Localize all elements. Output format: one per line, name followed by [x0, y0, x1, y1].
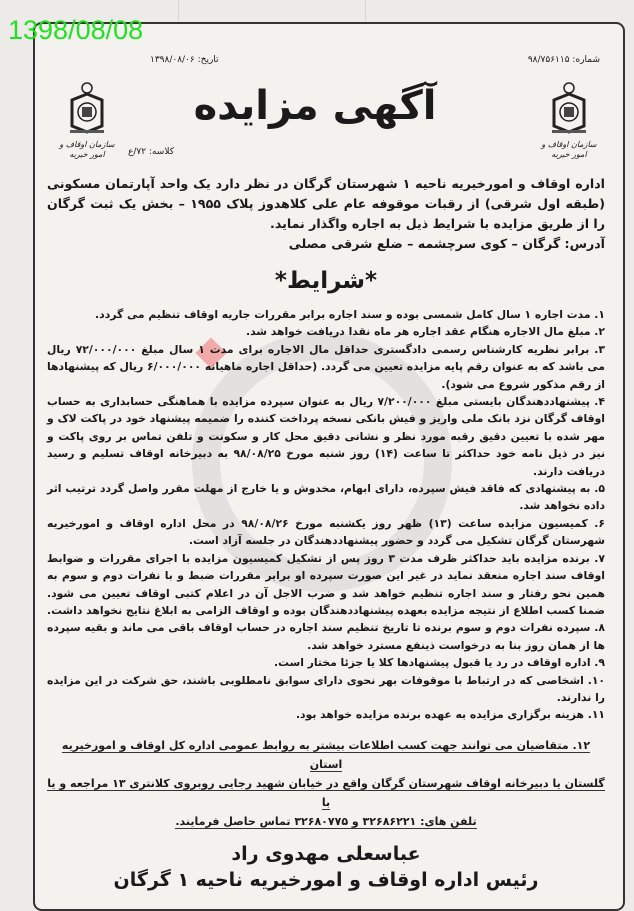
contact-info — [47, 736, 605, 831]
condition-item: ۱. مدت اجاره ۱ سال کامل شمسی بوده و سند اجاره برابر مقررات جاریه اوقاف تنظیم می گردد. — [95, 308, 605, 321]
condition-item: ۳. برابر نظریه کارشناس رسمی دادگستری حداقل مال الاجاره برای مدت ۱ سال مبلغ ۷۲/۰۰۰/۰۰۰ ریال می باشد که به عنوان رقم پایه مزایده تعیین می گردد. (حداقل اجاره ماهیانه ۶/۰۰۰/۰۰۰ ریال که پیشنهادها از رقم مذکور شروع می شود). — [47, 342, 605, 391]
contact-phones: تلفن های: ۳۲۶۸۶۲۲۱ و ۳۲۶۸۰۷۷۵ تماس حاصل فرمایند. — [175, 814, 477, 828]
logo-left — [56, 82, 118, 160]
logo-caption: سازمان اوقاف و امور خیریه — [59, 140, 115, 159]
page-title: آگهی مزایده — [193, 83, 437, 129]
intro-section — [47, 174, 605, 254]
class-number: کلاسه: ۷۲/ع — [128, 147, 174, 157]
date-stamp: 1398/08/08 — [8, 15, 144, 45]
ad-frame — [33, 22, 625, 911]
condition-item: ۱۰. اشخاصی که در ارتباط با موقوفات بهر نحوی دارای سوابق نامطلوبی باشند، حق شرکت در این مزایده را ندارند. — [47, 673, 605, 704]
condition-item: ۲. مبلغ مال الاجاره هنگام عقد اجاره هر ماه نقدا دریافت خواهد شد. — [246, 325, 605, 339]
conditions-list — [47, 306, 605, 724]
signatory-title: رئیس اداره اوقاف و امورخیریه ناحیه ۱ گرگان — [113, 868, 539, 891]
condition-item: ۶. کمیسیون مزایده ساعت (۱۳) ظهر روز یکشنبه مورخ ۹۸/۰۸/۲۶ در محل اداره اوقاف و امورخیریه شهرستان گرگان تشکیل می گردد و حضور پیشنهاددهندگان در جلسه آزاد است. — [47, 516, 605, 548]
condition-item: ۴. پیشنهاددهندگان بایستی مبلغ ۷/۲۰۰/۰۰۰ ریال به عنوان سپرده مزایده با هماهنگی حسابداری به حساب اوقاف گرگان نزد بانک ملی واریز و فیش بانکی نسخه پرداخت کننده را ضمیمه پیشنهاد خود در پاکت لاک و مهر شده با تعیین دقیق رقبه مورد نظر و نشانی دقیق محل کار و سکونت و تلفن تماس بر روی پاکت و نیز در ذیل نامه خود حداکثر تا ساعت (۱۴) روز شنبه مورخ ۹۸/۰۸/۲۵ به دبیرخانه اوقاف تسلیم و رسید دریافت دارند. — [47, 395, 605, 478]
address: آدرس: گرگان – کوی سرچشمه – ضلع شرقی مصلی — [288, 236, 605, 251]
date-label: تاریخ: ۱۳۹۸/۰۸/۰۶ — [150, 55, 219, 65]
condition-item: ۹. اداره اوقاف در رد یا قبول پیشنهادها کلا یا جزئا مختار است. — [274, 656, 605, 670]
signature-block — [47, 841, 605, 893]
condition-item: ۸. سپرده نفرات دوم و سوم برنده تا تاریخ تنظیم سند اجاره در حساب اوقاف باقی می ماند و بقیه سپرده ها از همان روز بنا به درخواست ذینفع مسترد خواهد شد. — [47, 621, 605, 652]
signatory-name: عباسعلی مهدوی راد — [231, 842, 421, 865]
condition-item: ۷. برنده مزایده باید حداکثر ظرف مدت ۳ روز پس از تشکیل کمیسیون مزایده با اجرای مقررات و ضوابط اوقاف سند اجاره منعقد نماید در غیر این صورت سپرده او برابر مقررات ضبط و با نفرات دوم و سوم به همین نحو رفتار و سند اجاره تنظیم خواهد شد و ضرب الاجل آن در اعلام کتبی اوقاف تعیین می شود. ضمنا کسب اطلاع از نتیجه مزایده بعهده پیشنهاددهندگان بوده و اوقاف الزامی به ابلاغ نتایج نخواهد داشت. — [47, 551, 605, 617]
awqaf-logo-icon — [64, 82, 110, 138]
number-label: شماره: ۹۸/۷۵۶۱۱۵ — [527, 55, 600, 65]
logo-right — [538, 82, 600, 160]
conditions-heading: *شرایط* — [274, 268, 378, 294]
contact-line: گلستان یا دبیرخانه اوقاف شهرستان گرگان واقع در خیابان شهید رجایی روبروی کلانتری ۱۳ مراجعه و یا با — [47, 776, 605, 809]
condition-item: ۵. به پیشنهادی که فاقد فیش سپرده، دارای ابهام، مخدوش و یا خارج از مهلت مقرر واصل گردد ترتیب اثر داده نخواهد شد. — [47, 482, 605, 513]
condition-item: ۱۱. هزینه برگزاری مزایده به عهده برنده مزایده خواهد بود. — [295, 708, 605, 722]
contact-line: ۱۲. متقاضیان می توانند جهت کسب اطلاعات بیشتر به روابط عمومی اداره کل اوقاف و امورخیریه استان — [61, 738, 591, 771]
intro-text: اداره اوقاف و امورخیریه ناحیه ۱ شهرستان گرگان در نظر دارد یک واحد آپارتمان مسکونی (طبقه اول شرقی) از رقبات موقوفه عام علی کلاهدوز پلاک ۱۹۵۵ – بخش یک ثبت گرگان را از طریق مزایده با شرایط ذیل به اجاره واگذار نماید. — [47, 176, 605, 231]
logo-caption: سازمان اوقاف و امور خیریه — [541, 140, 597, 159]
ad-content — [47, 174, 605, 893]
awqaf-logo-icon — [546, 82, 592, 138]
